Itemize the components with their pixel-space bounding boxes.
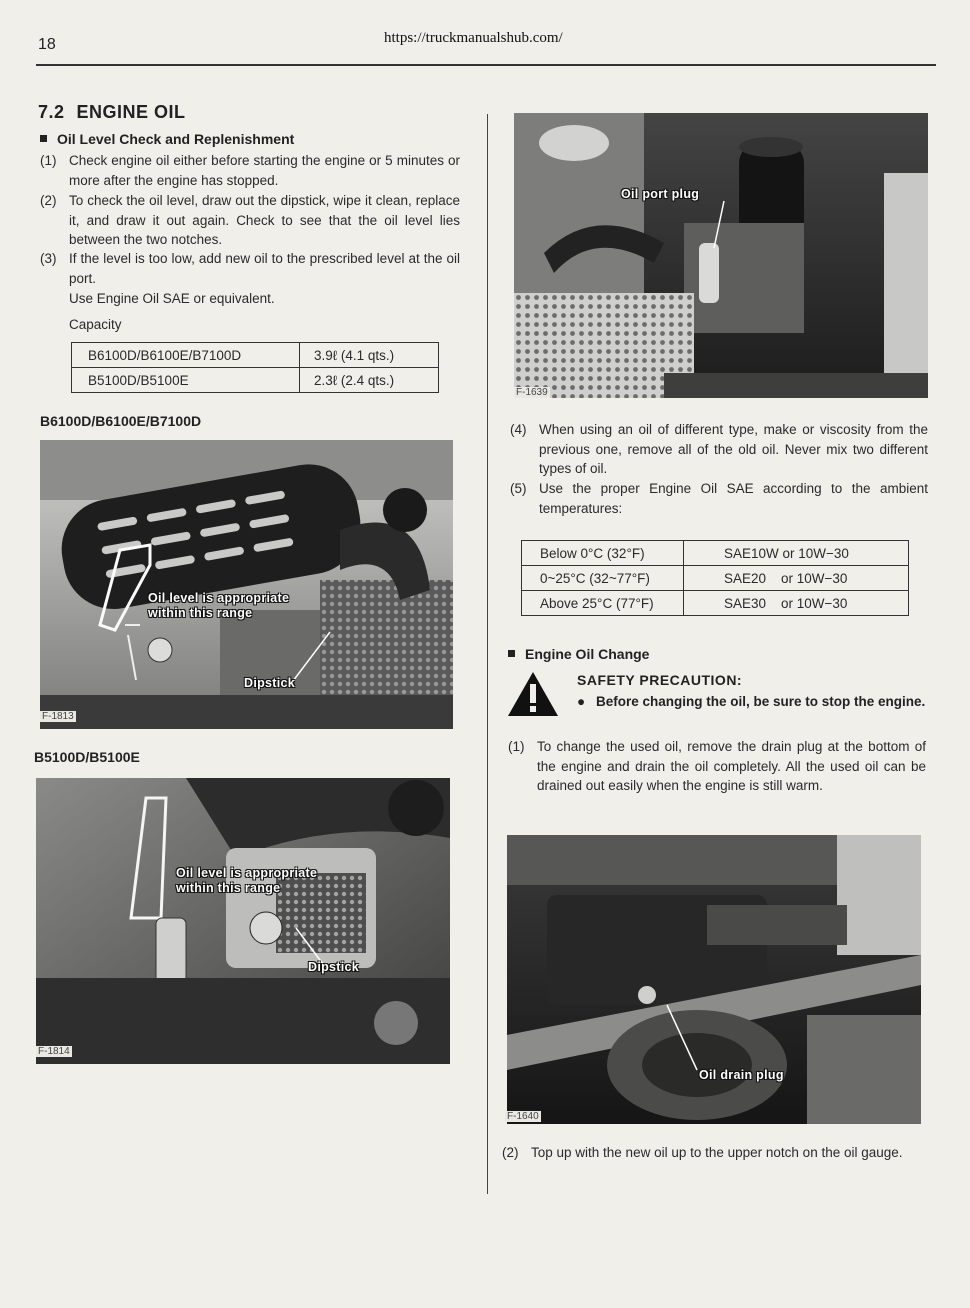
table-row [522, 566, 909, 591]
figure-code: F-1814 [38, 1046, 70, 1057]
callout-oil-level-range [176, 866, 317, 896]
page-number: 18 [38, 36, 56, 53]
step-number: (2) [502, 1145, 519, 1160]
capacity-model: B5100D/B5100E [72, 368, 300, 393]
oil-change-step-1 [508, 737, 926, 796]
temperature-range: Below 0°C (32°F) [522, 541, 684, 566]
step-number: (5) [510, 481, 527, 496]
callout-dipstick: Dipstick [308, 960, 360, 974]
capacity-value: 3.9ℓ (4.1 qts.) [300, 343, 439, 368]
temperature-oil-table [521, 540, 909, 616]
round-bullet-icon: ● [577, 694, 586, 709]
safety-precaution-item [577, 692, 927, 712]
subheading-level-check [40, 131, 294, 147]
capacity-table [71, 342, 439, 393]
figure-code: F-1813 [42, 711, 74, 722]
oil-grade: SAE30 or 10W−30 [684, 591, 909, 616]
step-number: (1) [508, 739, 525, 754]
subheading-oil-change [508, 646, 649, 662]
square-bullet-icon [508, 650, 515, 657]
step-number: (3) [40, 251, 57, 266]
table-row [72, 368, 439, 393]
callout-oil-drain-plug: Oil drain plug [699, 1068, 784, 1082]
photo-dipstick-b5100 [36, 778, 450, 1064]
temperature-range: 0~25°C (32~77°F) [522, 566, 684, 591]
level-step-1 [40, 151, 460, 190]
capacity-label: Capacity [69, 317, 122, 332]
figure-caption-b6100: B6100D/B6100E/B7100D [40, 413, 202, 429]
table-row [72, 343, 439, 368]
table-row [522, 541, 909, 566]
step-text: If the level is too low, add new oil to the prescribed level at the oil port. [69, 251, 460, 286]
subheading-oil-change-text: Engine Oil Change [525, 646, 650, 662]
figure-caption-b5100: B5100D/B5100E [34, 749, 140, 765]
step-number: (4) [510, 422, 527, 437]
step-text: To change the used oil, remove the drain plug at the bottom of the engine and drain the oil completely. All the used oil can be drained out easily when the engine is still warm. [537, 739, 926, 793]
column-divider [487, 114, 488, 1194]
callout-dipstick: Dipstick [244, 676, 296, 690]
oil-step-5 [510, 479, 928, 518]
oil-change-step-2 [502, 1143, 922, 1163]
figure-code: F-1640 [507, 1111, 539, 1122]
photo-oil-drain-plug [507, 835, 921, 1124]
oil-grade: SAE10W or 10W−30 [684, 541, 909, 566]
step-text: To check the oil level, draw out the dipstick, wipe it clean, replace it, and draw it out again. Check to see that the oil level lies between the two notches. [69, 193, 460, 247]
figure-code: F-1639 [516, 387, 548, 398]
source-url[interactable]: https://truckmanualshub.com/ [384, 30, 563, 46]
capacity-value: 2.3ℓ (2.4 qts.) [300, 368, 439, 393]
oil-grade: SAE20 or 10W−30 [684, 566, 909, 591]
callout-line: within this range [148, 606, 253, 620]
step-text: When using an oil of different type, make or viscosity from the previous one, remove all of the old oil. Never mix two different types of oil. [539, 422, 928, 476]
table-row [522, 591, 909, 616]
safety-item-text: Before changing the oil, be sure to stop the engine. [596, 694, 926, 709]
subheading-level-check-text: Oil Level Check and Replenishment [57, 131, 295, 147]
section-title [38, 102, 186, 123]
warning-triangle-icon [507, 670, 559, 718]
level-step-2 [40, 191, 460, 250]
callout-oil-port-plug: Oil port plug [621, 187, 700, 201]
section-title-text: ENGINE OIL [76, 102, 186, 122]
step-number: (2) [40, 193, 57, 208]
step-text: Top up with the new oil up to the upper notch on the oil gauge. [531, 1145, 903, 1160]
engine-photo-illustration [514, 113, 928, 398]
callout-line: Oil level is appropriate [176, 866, 318, 880]
section-number: 7.2 [38, 102, 65, 122]
callout-oil-level-range [148, 591, 289, 621]
safety-precaution-title: SAFETY PRECAUTION: [577, 672, 743, 688]
callout-line: within this range [176, 881, 281, 895]
temperature-range: Above 25°C (77°F) [522, 591, 684, 616]
callout-line: Oil level is appropriate [148, 591, 290, 605]
photo-oil-port-plug [514, 113, 928, 398]
square-bullet-icon [40, 135, 47, 142]
photo-dipstick-b6100 [40, 440, 453, 729]
step-number: (1) [40, 153, 57, 168]
level-step-3 [40, 249, 460, 288]
step-text: Check engine oil either before starting the engine or 5 minutes or more after the engine has stopped. [69, 153, 460, 188]
oil-step-4 [510, 420, 928, 479]
capacity-model: B6100D/B6100E/B7100D [72, 343, 300, 368]
use-oil-note: Use Engine Oil SAE or equivalent. [69, 291, 275, 306]
engine-photo-illustration [36, 778, 450, 1064]
header-rule [36, 64, 936, 66]
step-text: Use the proper Engine Oil SAE according to the ambient temperatures: [539, 481, 928, 516]
